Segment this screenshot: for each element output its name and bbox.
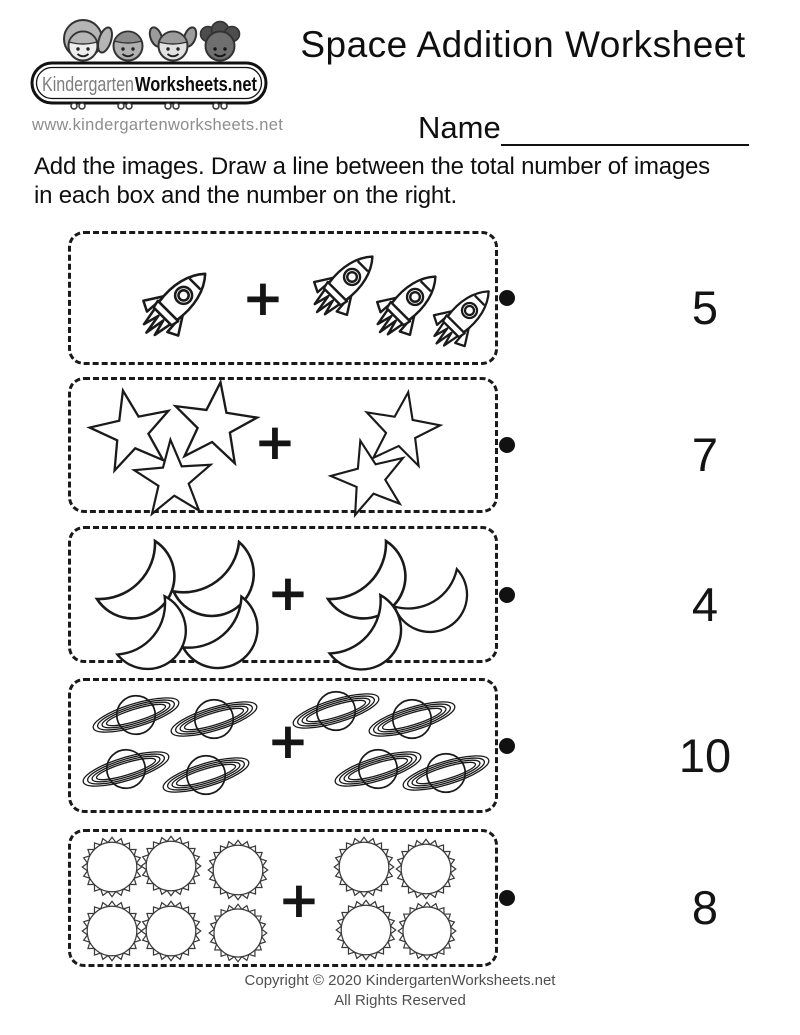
planet-image bbox=[167, 689, 261, 749]
connector-dot bbox=[499, 437, 515, 453]
kindergartenworksheets-logo bbox=[28, 6, 270, 118]
connector-dot bbox=[499, 587, 515, 603]
logo-banner bbox=[32, 63, 266, 103]
connector-dot bbox=[499, 738, 515, 754]
sun-image bbox=[140, 900, 202, 962]
number-choice: 8 bbox=[691, 881, 719, 934]
website-url: www.kindergartenworksheets.net bbox=[32, 116, 284, 134]
sun-image bbox=[81, 836, 143, 898]
number-choice: 5 bbox=[691, 281, 719, 334]
connector-dot bbox=[499, 890, 515, 906]
number-choice: 4 bbox=[691, 577, 719, 631]
problem-row-rockets bbox=[68, 231, 758, 365]
logo-kid-girl-pigtails bbox=[147, 26, 198, 61]
name-label: Name bbox=[418, 110, 501, 145]
sun-image bbox=[208, 903, 268, 963]
sun-image bbox=[140, 835, 202, 897]
plus-sign: + bbox=[267, 564, 309, 622]
sun-image bbox=[397, 901, 457, 961]
moon-image bbox=[179, 589, 249, 659]
plus-sign: + bbox=[278, 871, 320, 929]
problem-box-rockets bbox=[68, 231, 498, 365]
copyright-line: Copyright © 2020 KindergartenWorksheets.net bbox=[244, 972, 556, 989]
sun-image bbox=[395, 838, 457, 900]
sun-image bbox=[335, 899, 397, 961]
problem-row-suns bbox=[68, 829, 758, 967]
moon-image bbox=[322, 591, 392, 661]
planet-image bbox=[159, 745, 253, 805]
sun-image bbox=[81, 900, 143, 962]
star-image bbox=[320, 429, 418, 522]
plus-sign: + bbox=[242, 269, 284, 327]
moon-image bbox=[389, 552, 464, 627]
sun-image bbox=[333, 836, 395, 898]
rocket-image bbox=[414, 272, 508, 366]
planet-image bbox=[399, 743, 493, 803]
name-blank-line bbox=[501, 113, 749, 146]
plus-sign: + bbox=[267, 712, 309, 770]
star-image bbox=[128, 435, 217, 518]
rights-line: All Rights Reserved bbox=[334, 991, 466, 1009]
logo-text-regular: Kindergarten bbox=[42, 74, 134, 96]
problem-box-moons bbox=[68, 526, 498, 663]
problem-box-stars bbox=[68, 377, 498, 513]
number-choice: 7 bbox=[691, 428, 719, 481]
logo-kid-boy bbox=[114, 32, 143, 61]
logo-kid-girl-ponytail bbox=[64, 20, 115, 61]
page-title: Space Addition Worksheet bbox=[300, 24, 746, 65]
sun-image bbox=[207, 839, 269, 901]
connector-dot bbox=[499, 290, 515, 306]
rocket-image bbox=[121, 252, 227, 358]
problem-box-suns bbox=[68, 829, 498, 967]
number-choice: 10 bbox=[678, 728, 732, 782]
instructions-line-1: Add the images. Draw a line between the total number of images bbox=[34, 153, 710, 180]
copyright-footer bbox=[0, 971, 800, 1010]
logo-text-bold: Worksheets.net bbox=[135, 74, 258, 96]
name-row bbox=[418, 110, 749, 146]
problem-box-planets bbox=[68, 678, 498, 813]
plus-sign: + bbox=[254, 413, 296, 471]
instructions-line-2: in each box and the number on the right. bbox=[34, 182, 457, 210]
moon-image bbox=[108, 592, 178, 662]
instructions bbox=[34, 152, 782, 211]
logo-kid-boy-curly bbox=[201, 22, 240, 61]
problem-row-stars bbox=[68, 377, 758, 513]
problem-row-planets bbox=[68, 678, 758, 813]
problem-row-moons bbox=[68, 526, 758, 663]
